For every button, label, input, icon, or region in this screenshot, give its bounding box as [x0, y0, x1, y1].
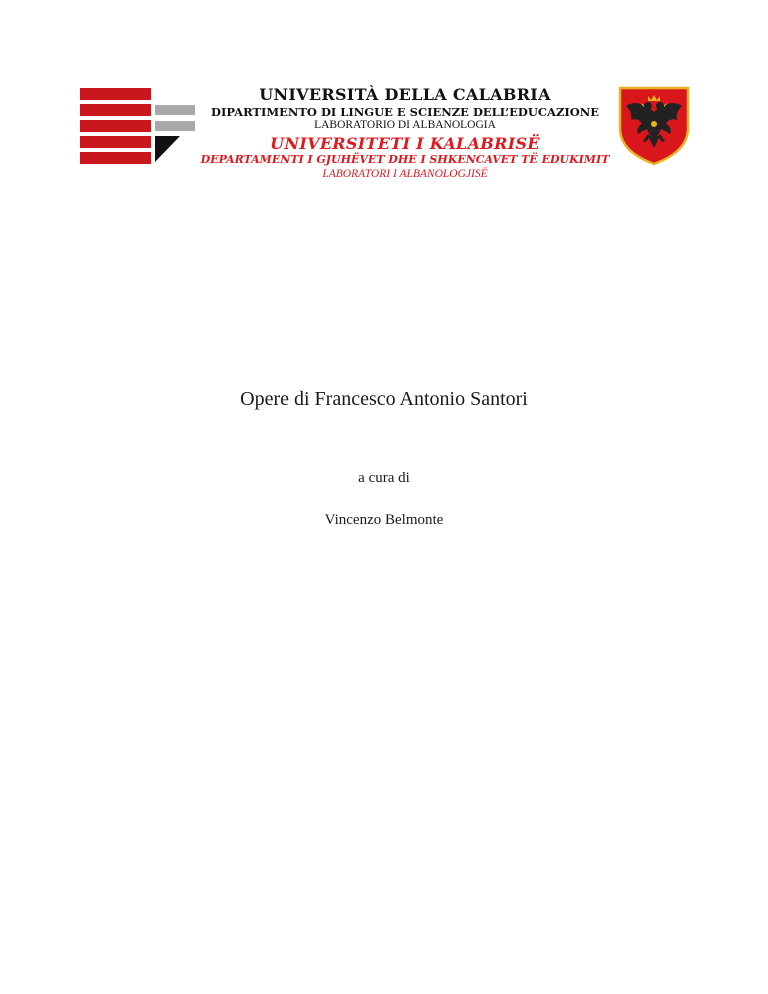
laboratory-name-italian: LABORATORIO DI ALBANOLOGIA	[314, 119, 496, 132]
edited-by-label: a cura di	[358, 470, 410, 486]
letterhead	[0, 0, 768, 180]
department-name-albanian: DEPARTAMENTI I GJUHËVET DHE I SHKENCAVET TË EDUKIMIT	[200, 153, 610, 167]
laboratory-name-albanian: LABORATORI I ALBANOLOGJISË	[322, 167, 488, 180]
university-name-italian: UNIVERSITÀ DELLA CALABRIA	[259, 85, 551, 104]
editor-name: Vincenzo Belmonte	[324, 512, 444, 528]
double-headed-eagle-coat-of-arms-icon	[618, 86, 690, 166]
university-logo-icon	[80, 88, 198, 166]
document-title: Opere di Francesco Antonio Santori	[240, 388, 528, 410]
letterhead-text	[200, 86, 610, 180]
university-name-albanian: UNIVERSITETI I KALABRISË	[270, 133, 540, 153]
department-name-italian: DIPARTIMENTO DI LINGUE E SCIENZE DELL’EDUCAZIONE	[210, 104, 600, 119]
